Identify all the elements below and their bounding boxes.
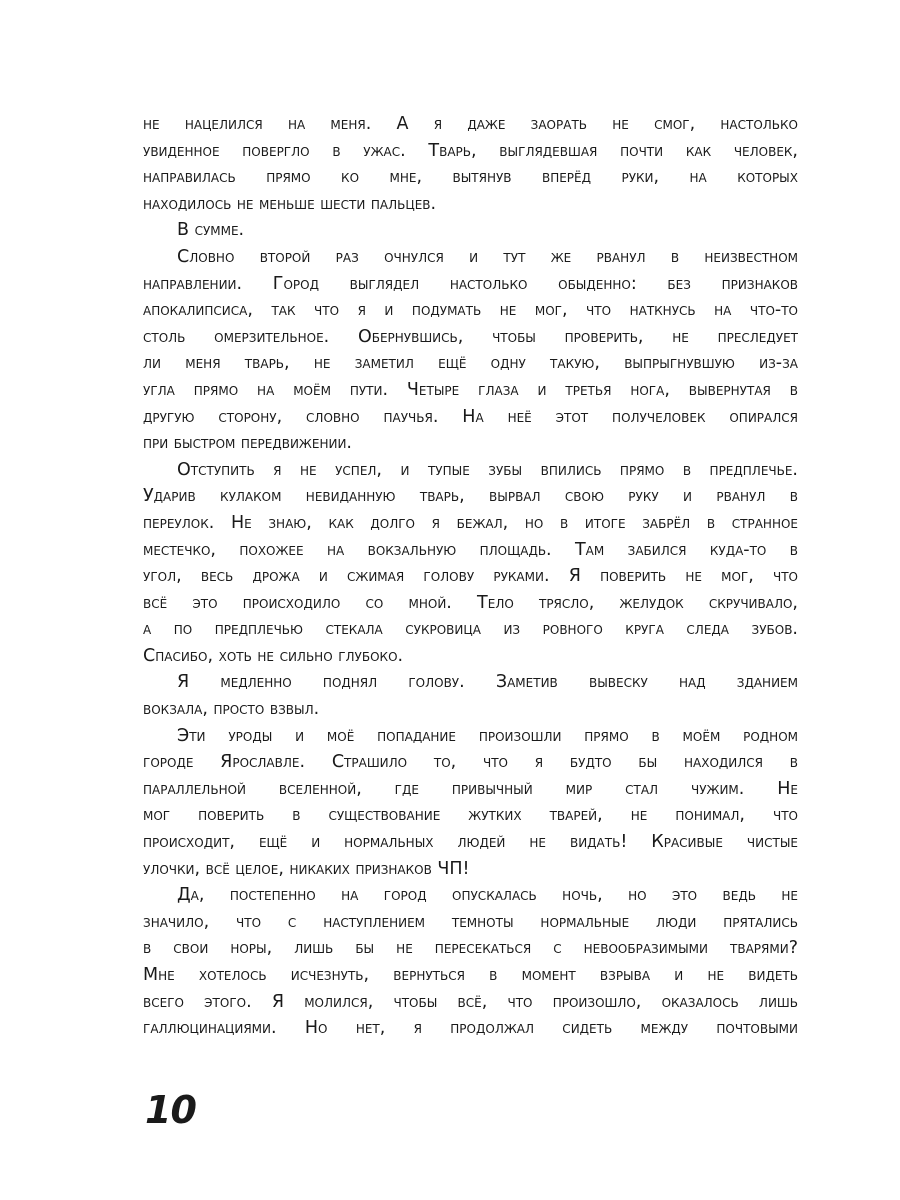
text-line: в свои норы, лишь бы не пересекаться с невообразимыми тварями?: [143, 938, 798, 959]
text-line: галлюцинациями. Но нет, я продолжал сидеть между почтовыми: [143, 1018, 798, 1039]
paragraph-start: Отступить я не успел, и тупые зубы впились прямо в предплечье.: [177, 459, 798, 480]
text-line: Мне хотелось исчезнуть, вернуться в момент взрыва и не видеть: [143, 965, 798, 985]
text-line: угла прямо на моём пути. Четыре глаза и третья нога, вывернутая в: [143, 379, 798, 400]
text-line: городе Ярославле. Страшило то, что я будто бы находился в: [143, 752, 798, 773]
paragraph-start: Да, постепенно на город опускалась ночь, но это ведь не: [177, 885, 798, 906]
text-line: параллельной вселенной, где привычный мир стал чужим. Не: [143, 778, 798, 799]
text-line: происходит, ещё и нормальных людей не видать! Красивые чистые: [143, 832, 798, 853]
text-line: направилась прямо ко мне, вытянув вперёд руки, на которых: [143, 167, 798, 188]
text-line: улочки, всё целое, никаких признаков ЧП!: [143, 858, 470, 879]
text-line: значило, что с наступлением темноты нормальные люди прятались: [143, 911, 798, 932]
text-line: увиденное повергло в ужас. Тварь, выглядевшая почти как человек,: [143, 140, 798, 161]
text-line: переулок. Не знаю, как долго я бежал, но в итоге забрёл в странное: [143, 512, 798, 533]
text-line: Спасибо, хоть не сильно глубоко.: [143, 645, 404, 666]
paragraph-start: В сумме.: [177, 220, 245, 241]
text-line: направлении. Город выглядел настолько обыденно: без признаков: [143, 273, 798, 294]
text-line: Ударив кулаком невиданную тварь, вырвал свою руку и рванул в: [143, 486, 798, 507]
text-line: апокалипсиса, так что я и подумать не мог, что наткнусь на что-то: [143, 300, 798, 321]
paragraph-start: Эти уроды и моё попадание произошли прямо в моём родном: [177, 725, 798, 746]
text-line: всё это происходило со мной. Тело трясло, желудок скручивало,: [143, 592, 798, 613]
page-number: 10: [145, 1088, 196, 1132]
text-line: при быстром передвижении.: [143, 433, 352, 454]
text-line: а по предплечью стекала сукровица из ровного круга следа зубов.: [143, 619, 798, 640]
text-line: вокзала, просто взвыл.: [143, 699, 320, 720]
paragraph-start: Словно второй раз очнулся и тут же рванул в неизвестном: [177, 246, 798, 267]
text-line: мог поверить в существование жутких тварей, не понимал, что: [143, 805, 798, 826]
text-line: всего этого. Я молился, чтобы всё, что произошло, оказалось лишь: [143, 991, 798, 1012]
text-line: столь омерзительное. Обернувшись, чтобы проверить, не преследует: [143, 326, 798, 347]
text-line: находилось не меньше шести пальцев.: [143, 193, 437, 214]
text-line: другую сторону, словно паучья. На неё этот получеловек опирался: [143, 406, 798, 427]
body-text: [143, 111, 798, 1042]
text-line: не нацелился на меня. А я даже заорать не смог, настолько: [143, 114, 798, 134]
text-line: угол, весь дрожа и сжимая голову руками. Я поверить не мог, что: [143, 566, 798, 587]
paragraph-start: Я медленно поднял голову. Заметив вывеску над зданием: [177, 672, 798, 693]
text-line: ли меня тварь, не заметил ещё одну такую, выпрыгнувшую из-за: [143, 353, 798, 374]
text-line: местечко, похожее на вокзальную площадь. Там забился куда-то в: [143, 539, 798, 560]
